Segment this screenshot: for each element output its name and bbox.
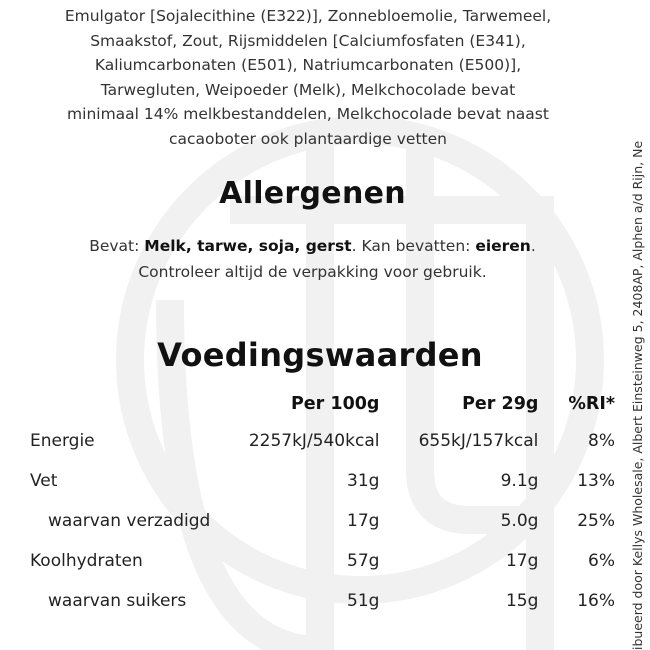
nutrition-row-suikers: [30, 581, 615, 621]
nutrition-row-verzadigd: [30, 501, 615, 541]
distributor-vertical-text: ibueerd door Kellys Wholesale, Albert Einsteinweg 5, 2408AP, Alphen a/d Rijn, Ne: [630, 140, 645, 650]
nutrition-table: [30, 387, 615, 621]
row-per-29g: 15g: [505, 591, 539, 611]
nutrition-row-vet: [30, 461, 615, 501]
row-per-100g: 17g: [347, 511, 380, 531]
row-per-29g: 5.0g: [500, 511, 539, 531]
allergens-may-suffix: .: [530, 237, 536, 255]
ingredients-line: Smaakstof, Zout, Rijsmiddelen [Calciumfosfaten (E341),: [90, 31, 526, 50]
row-label: waarvan verzadigd: [48, 511, 211, 531]
row-per-100g: 51g: [347, 591, 380, 611]
allergens-contains-prefix: Bevat:: [89, 237, 145, 255]
nutrition-row-koolhydraten: [30, 541, 615, 581]
row-ri: 6%: [588, 551, 615, 571]
nutrition-heading: Voedingswaarden: [157, 336, 483, 374]
row-per-100g: 31g: [347, 471, 380, 491]
row-label: Vet: [30, 471, 58, 491]
allergens-contains-line: [0, 233, 625, 259]
ingredients-line: Emulgator [Sojalecithine (E322)], Zonnebloemolie, Tarwemeel,: [64, 7, 552, 25]
allergens-heading: Allergenen: [219, 176, 406, 211]
allergens-note: Controleer altijd de verpakking voor gebruik.: [138, 263, 487, 281]
allergens-contains-list: Melk, tarwe, soja, gerst: [144, 237, 352, 255]
row-label: waarvan suikers: [48, 591, 187, 611]
header-ri: %RI*: [568, 394, 615, 414]
row-ri: 16%: [577, 591, 615, 611]
header-per-29g: Per 29g: [462, 394, 539, 414]
ingredients-line: cacaoboter ook plantaardige vetten: [169, 129, 447, 148]
row-ri: 13%: [577, 471, 615, 491]
row-label: Koolhydraten: [30, 551, 143, 571]
ingredients-line: Kaliumcarbonaten (E501), Natriumcarbonaten (E500)],: [94, 56, 522, 74]
row-label: Energie: [30, 431, 95, 451]
nutrition-header-row: [30, 387, 615, 421]
row-per-29g: 9.1g: [500, 471, 539, 491]
row-per-29g: 655kJ/157kcal: [418, 431, 539, 451]
nutrition-row-energie: [30, 421, 615, 461]
row-per-100g: 2257kJ/540kcal: [248, 431, 380, 451]
allergens-may-list: eieren: [475, 237, 531, 255]
ingredients-text: [8, 4, 608, 151]
row-per-29g: 17g: [505, 551, 539, 571]
row-ri: 8%: [588, 431, 615, 451]
ingredients-line: Tarwegluten, Weipoeder (Melk), Melkchocolade bevat: [100, 80, 516, 99]
allergens-may-prefix: . Kan bevatten:: [351, 237, 476, 255]
row-ri: 25%: [577, 511, 615, 531]
header-label: [30, 387, 210, 421]
row-per-100g: 57g: [347, 551, 380, 571]
allergens-info: [0, 233, 625, 285]
header-per-100g: Per 100g: [290, 394, 380, 414]
ingredients-line: minimaal 14% melkbestanddelen, Melkchocolade bevat naast: [67, 105, 549, 123]
